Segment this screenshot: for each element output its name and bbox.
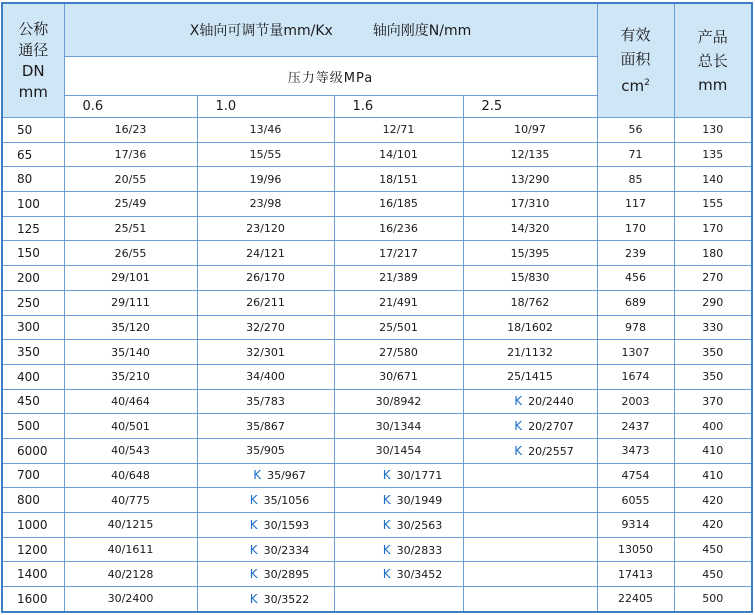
p06-cell: 40/2128 [64,562,197,587]
table-row [2,290,752,315]
p25-cell: 15/395 [463,241,597,266]
p10-cell [197,513,334,538]
length-cell: 330 [674,315,752,340]
p16-cell: 30/1344 [334,414,463,439]
table-row [2,216,752,241]
p16-cell: 21/389 [334,266,463,291]
p10-cell: 24/121 [197,241,334,266]
p06-cell: 20/55 [64,167,197,192]
p06-cell: 35/210 [64,364,197,389]
p16-cell: 30/671 [334,364,463,389]
dn-cell: 80 [2,167,64,192]
k-mark: K [382,542,391,557]
dn-cell: 65 [2,142,64,167]
dn-header-line: mm [18,82,48,101]
area-cell: 6055 [597,488,674,513]
length-cell: 500 [674,587,752,612]
table-row [2,340,752,365]
length-cell: 410 [674,463,752,488]
length-cell: 450 [674,562,752,587]
p06-cell: 40/648 [64,463,197,488]
dn-cell: 100 [2,192,64,217]
table-row [2,537,752,562]
dn-cell: 1200 [2,537,64,562]
length-cell: 170 [674,216,752,241]
p06-cell: 35/120 [64,315,197,340]
p25-cell [463,463,597,488]
p10-cell: 19/96 [197,167,334,192]
p16-cell: 16/185 [334,192,463,217]
p06-cell: 26/55 [64,241,197,266]
p10-cell-value: 30/2334 [263,543,310,557]
p10-cell: 15/55 [197,142,334,167]
dn-header-line: 通径 [18,40,49,59]
p16-cell: 30/8942 [334,389,463,414]
area-cell: 85 [597,167,674,192]
p25-cell: 14/320 [463,216,597,241]
p25-cell: 25/1415 [463,364,597,389]
p10-cell-value: 35/1056 [263,494,310,508]
p16-cell [334,562,463,587]
length-cell: 370 [674,389,752,414]
dn-cell: 450 [2,389,64,414]
p06-cell: 35/140 [64,340,197,365]
p06-cell: 16/23 [64,118,197,143]
length-header-line: 产品 [697,27,728,46]
p16-cell: 14/101 [334,142,463,167]
p10-cell: 35/905 [197,438,334,463]
area-header-line: 有效 [620,26,651,44]
p10-cell: 34/400 [197,364,334,389]
length-cell: 140 [674,167,752,192]
p25-cell-value: 20/2440 [528,395,574,409]
k-mark: K [249,542,258,557]
p10-cell-value: 30/2895 [263,568,310,582]
k-mark: K [514,443,523,458]
k-mark: K [249,517,258,532]
p16-cell-value: 30/2833 [396,543,443,557]
k-mark: K [382,493,391,508]
p25-cell [463,389,597,414]
area-cell: 239 [597,241,674,266]
dn-cell: 400 [2,364,64,389]
p25-cell: 18/762 [463,290,597,315]
area-cell: 117 [597,192,674,217]
p10-cell: 32/270 [197,315,334,340]
p25-cell [463,587,597,612]
table-row [2,488,752,513]
pressure-0-6-header: 0.6 [64,96,197,118]
length-cell: 350 [674,364,752,389]
table-row [2,167,752,192]
p06-cell: 40/501 [64,414,197,439]
p25-cell: 10/97 [463,118,597,143]
table-row [2,414,752,439]
area-cell: 1307 [597,340,674,365]
table-row [2,562,752,587]
length-cell: 180 [674,241,752,266]
length-header [674,3,752,118]
area-cell: 689 [597,290,674,315]
length-cell: 410 [674,438,752,463]
area-cell: 4754 [597,463,674,488]
p16-cell: 25/501 [334,315,463,340]
area-cell: 17413 [597,562,674,587]
length-header-line: 总长 [697,51,728,70]
p06-cell: 40/464 [64,389,197,414]
p16-cell [334,463,463,488]
dn-cell: 350 [2,340,64,365]
p25-cell: 12/135 [463,142,597,167]
p25-cell: 13/290 [463,167,597,192]
table-row [2,364,752,389]
area-cell: 13050 [597,537,674,562]
p25-cell: 21/1132 [463,340,597,365]
area-cell: 2437 [597,414,674,439]
dn-header-line: DN [21,61,45,80]
length-cell: 400 [674,414,752,439]
k-mark: K [249,567,258,582]
p06-cell: 29/111 [64,290,197,315]
table-row [2,142,752,167]
dn-cell: 150 [2,241,64,266]
area-cell: 456 [597,266,674,291]
p06-cell: 29/101 [64,266,197,291]
length-cell: 420 [674,513,752,538]
area-header [597,3,674,118]
p16-cell [334,488,463,513]
p10-cell: 26/170 [197,266,334,291]
dn-cell: 1600 [2,587,64,612]
dn-cell: 1400 [2,562,64,587]
k-mark: K [253,468,262,483]
length-cell: 130 [674,118,752,143]
p16-cell-value: 30/3452 [396,568,443,582]
p16-cell: 18/151 [334,167,463,192]
dn-cell: 700 [2,463,64,488]
area-cell: 3473 [597,438,674,463]
pressure-1-6-header: 1.6 [334,96,463,118]
table-row [2,438,752,463]
p10-cell-value: 35/967 [267,469,306,483]
pressure-1-0-header: 1.0 [197,96,334,118]
p25-cell [463,488,597,513]
dn-cell: 300 [2,315,64,340]
expansion-joint-spec-table [1,2,753,613]
area-cell: 22405 [597,587,674,612]
dn-cell: 50 [2,118,64,143]
p10-cell: 35/783 [197,389,334,414]
table-row [2,315,752,340]
table-row [2,513,752,538]
p10-cell: 23/98 [197,192,334,217]
p10-cell: 32/301 [197,340,334,365]
pressure-class-header: 压力等级MPa [64,57,597,96]
p06-cell: 40/543 [64,438,197,463]
p25-cell: 17/310 [463,192,597,217]
p10-cell: 13/46 [197,118,334,143]
length-header-line: mm [698,75,728,94]
dn-header-line: 公称 [18,19,49,38]
p16-cell [334,513,463,538]
pressure-2-5-header: 2.5 [463,96,597,118]
k-mark: K [382,517,391,532]
table-row [2,192,752,217]
table-row [2,587,752,612]
p10-cell: 23/120 [197,216,334,241]
p06-cell: 40/1215 [64,513,197,538]
p25-cell-value: 20/2557 [528,444,574,458]
length-cell: 135 [674,142,752,167]
axial-stiffness-title: 轴向刚度N/mm [372,23,472,39]
p16-cell: 27/580 [334,340,463,365]
p16-cell-value: 30/1949 [396,494,443,508]
p16-cell [334,537,463,562]
p10-cell [197,488,334,513]
length-cell: 270 [674,266,752,291]
k-mark: K [382,468,391,483]
p06-cell: 17/36 [64,142,197,167]
dn-cell: 1000 [2,513,64,538]
p25-cell [463,537,597,562]
p10-cell-value: 30/3522 [263,592,310,606]
p25-cell: 15/830 [463,266,597,291]
area-cell: 170 [597,216,674,241]
axial-adjust-title: X轴向可调节量mm/Kx [189,23,333,39]
p25-cell: 18/1602 [463,315,597,340]
k-mark: K [514,419,523,434]
table-row [2,389,752,414]
axial-header [64,3,597,57]
p06-cell: 25/51 [64,216,197,241]
p16-cell: 30/1454 [334,438,463,463]
p10-cell [197,562,334,587]
length-cell: 420 [674,488,752,513]
table-row [2,266,752,291]
length-cell: 290 [674,290,752,315]
p06-cell: 40/775 [64,488,197,513]
p16-cell: 12/71 [334,118,463,143]
dn-header [2,3,64,118]
p10-cell: 26/211 [197,290,334,315]
k-mark: K [249,493,258,508]
k-mark: K [249,591,258,606]
area-cell: 56 [597,118,674,143]
p16-cell-value: 30/2563 [396,518,443,532]
p10-cell [197,463,334,488]
area-cell: 2003 [597,389,674,414]
area-cell: 978 [597,315,674,340]
p25-cell [463,414,597,439]
table-row [2,463,752,488]
p16-cell [334,587,463,612]
p10-cell: 35/867 [197,414,334,439]
area-header-line: 面积 [620,50,651,68]
table-row [2,241,752,266]
area-cell: 9314 [597,513,674,538]
table-row [2,118,752,143]
area-cell: 1674 [597,364,674,389]
p16-cell: 17/217 [334,241,463,266]
k-mark: K [514,394,523,409]
p06-cell: 30/2400 [64,587,197,612]
area-cell: 71 [597,142,674,167]
dn-cell: 800 [2,488,64,513]
p16-cell: 16/236 [334,216,463,241]
p16-cell-value: 30/1771 [396,469,443,483]
p10-cell-value: 30/1593 [263,518,310,532]
k-mark: K [382,567,391,582]
p25-cell-value: 20/2707 [528,420,574,434]
dn-cell: 500 [2,414,64,439]
p06-cell: 40/1611 [64,537,197,562]
p16-cell: 21/491 [334,290,463,315]
p25-cell [463,562,597,587]
dn-cell: 125 [2,216,64,241]
dn-cell: 200 [2,266,64,291]
p25-cell [463,438,597,463]
p25-cell [463,513,597,538]
p10-cell [197,587,334,612]
p10-cell [197,537,334,562]
length-cell: 155 [674,192,752,217]
length-cell: 350 [674,340,752,365]
area-header-unit: $cm^2$ [621,77,650,95]
dn-cell: 6000 [2,438,64,463]
area-unit-exponent: 2 [644,78,650,88]
p06-cell: 25/49 [64,192,197,217]
dn-cell: 250 [2,290,64,315]
length-cell: 450 [674,537,752,562]
